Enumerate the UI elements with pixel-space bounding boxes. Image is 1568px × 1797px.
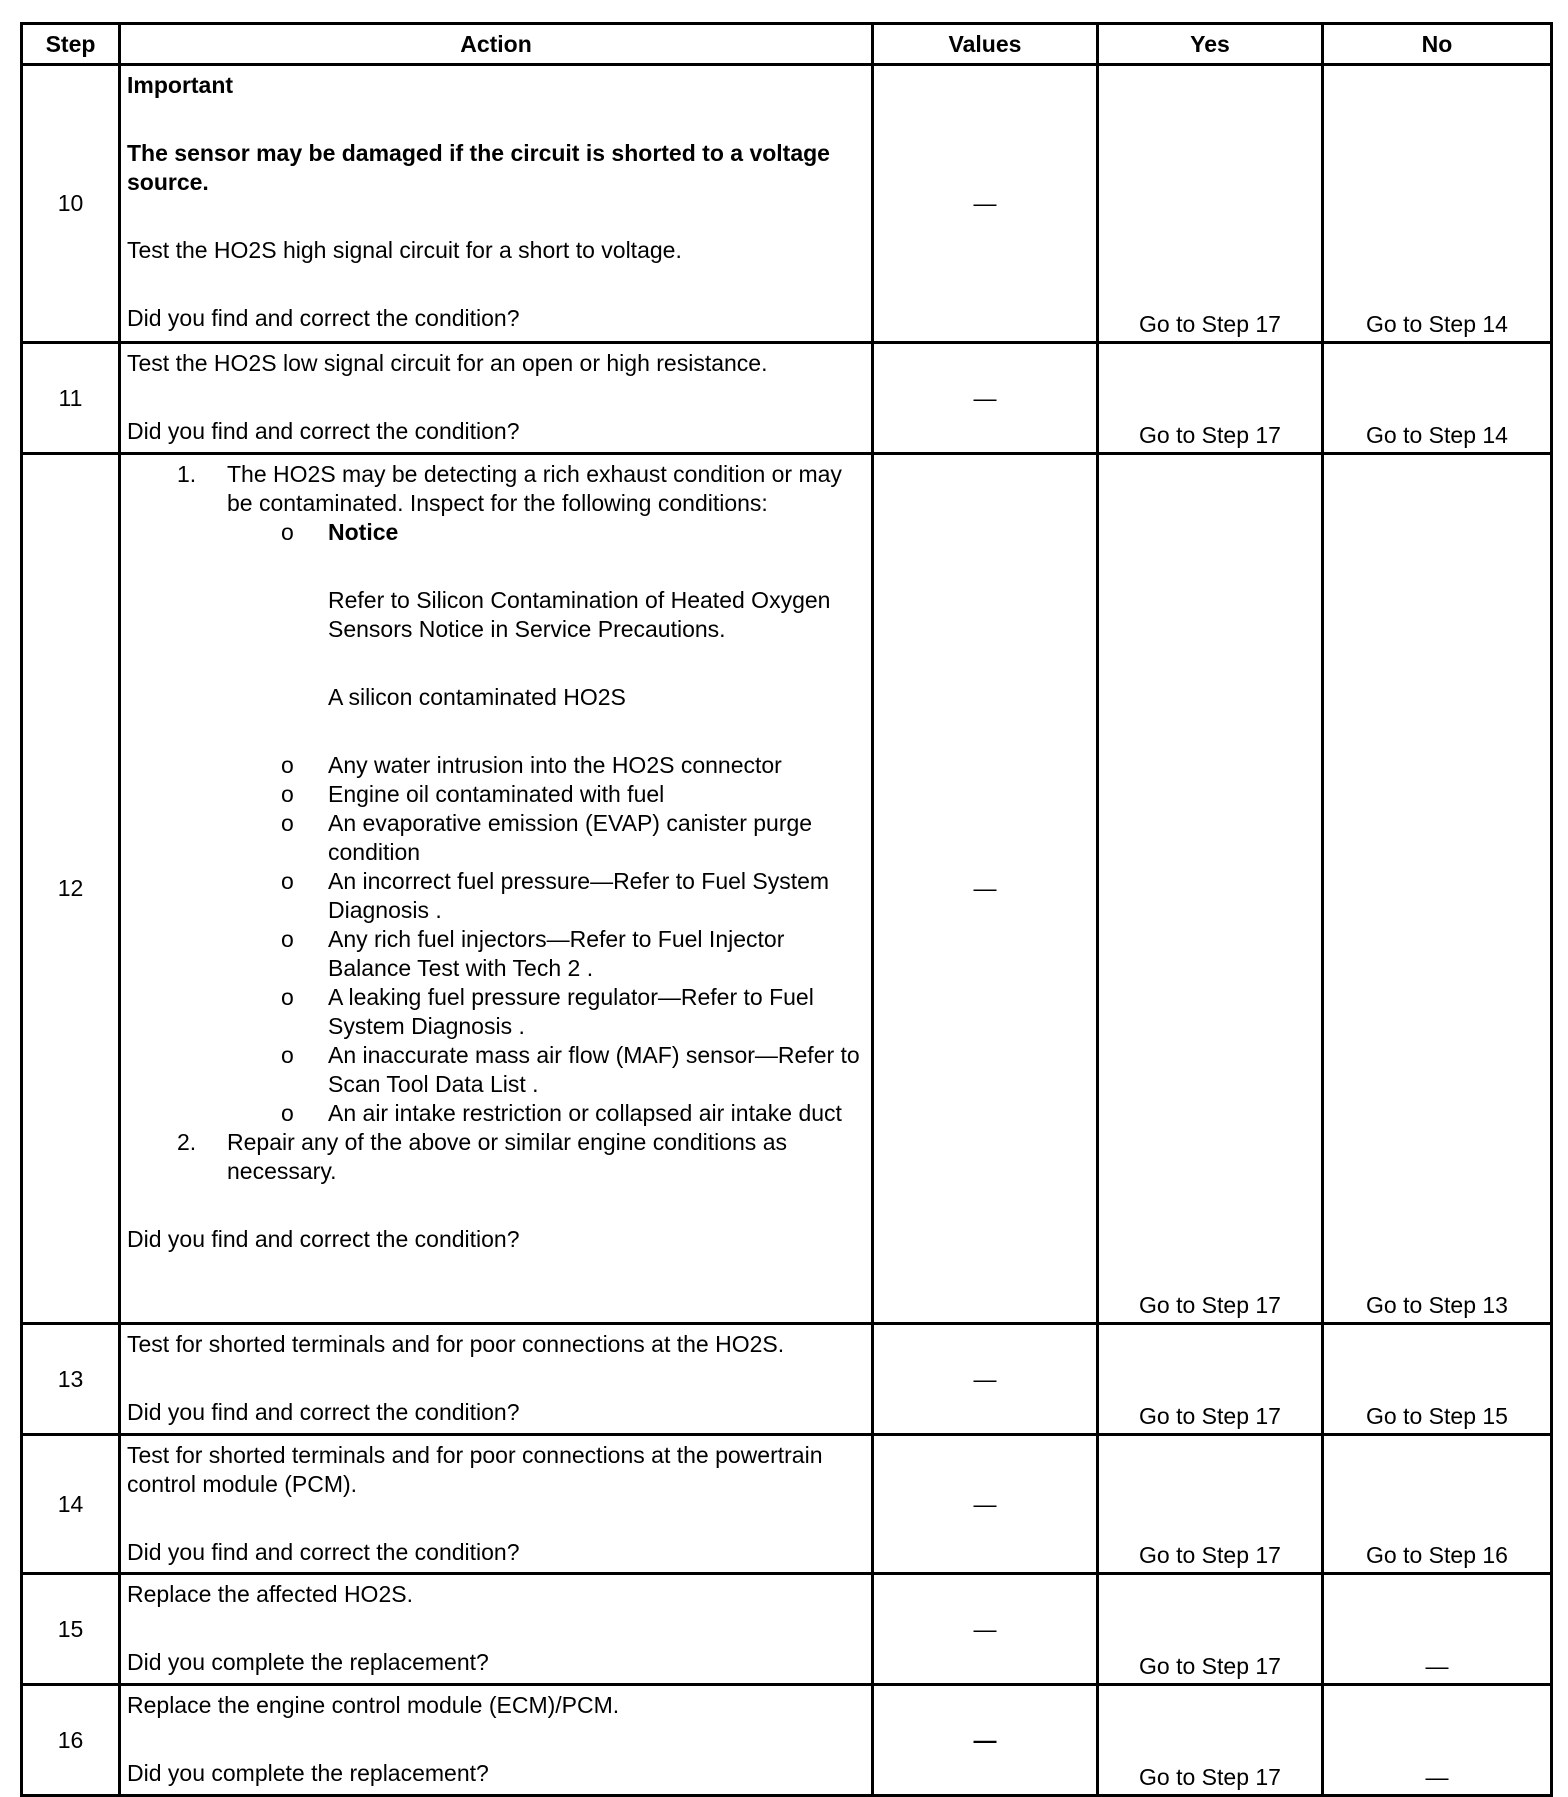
action-text: Test the HO2S high signal circuit for a short to voltage. (127, 237, 682, 263)
bullet-icon: o (281, 926, 294, 952)
action-cell (120, 65, 873, 343)
values-cell: — (873, 1324, 1098, 1435)
table-row (22, 1574, 1552, 1685)
bullet-icon: o (281, 519, 294, 545)
bullet-icon: o (281, 752, 294, 778)
notice-item: A silicon contaminated HO2S (328, 684, 626, 710)
list-item (127, 1128, 863, 1186)
action-text: Replace the affected HO2S. (127, 1581, 413, 1607)
action-text: Test for shorted terminals and for poor connections at the powertrain control module (PCM). (127, 1442, 823, 1497)
values-cell: — (873, 454, 1098, 1324)
action-text: Test the HO2S low signal circuit for an open or high resistance. (127, 350, 768, 376)
action-cell (120, 343, 873, 454)
no-cell: Go to Step 16 (1323, 1435, 1552, 1574)
bullet-icon: o (281, 984, 294, 1010)
list-item (127, 1099, 863, 1128)
list-item (127, 1041, 863, 1099)
list-item-text: The HO2S may be detecting a rich exhaust condition or may be contaminated. Inspect for the following conditions: (227, 461, 842, 516)
list-item (127, 780, 863, 809)
list-number: 2. (177, 1129, 197, 1155)
values-cell: — (873, 1435, 1098, 1574)
question-text: Did you complete the replacement? (127, 1760, 489, 1786)
question-text: Did you find and correct the condition? (127, 305, 520, 331)
yes-cell: Go to Step 17 (1098, 1435, 1323, 1574)
list-item (127, 518, 863, 547)
list-number: 1. (177, 461, 197, 487)
question-text: Did you complete the replacement? (127, 1649, 489, 1675)
step-number: 16 (22, 1685, 120, 1796)
important-text: The sensor may be damaged if the circuit is shorted to a voltage source. (127, 140, 830, 195)
values-cell: — (873, 343, 1098, 454)
table-row (22, 1324, 1552, 1435)
header-action: Action (120, 24, 873, 65)
list-item-text: An air intake restriction or collapsed air intake duct (328, 1100, 842, 1126)
question-text: Did you find and correct the condition? (127, 1539, 520, 1565)
step-number: 13 (22, 1324, 120, 1435)
question-text: Did you find and correct the condition? (127, 1226, 520, 1252)
values-cell: — (873, 1685, 1098, 1796)
no-cell: Go to Step 15 (1323, 1324, 1552, 1435)
step-number: 15 (22, 1574, 120, 1685)
bullet-icon: o (281, 810, 294, 836)
header-yes: Yes (1098, 24, 1323, 65)
action-cell (120, 1685, 873, 1796)
header-no: No (1323, 24, 1552, 65)
no-cell: — (1323, 1574, 1552, 1685)
bullet-icon: o (281, 1042, 294, 1068)
list-item-text: An inaccurate mass air flow (MAF) sensor—Refer to Scan Tool Data List . (328, 1042, 860, 1097)
bullet-icon: o (281, 1100, 294, 1126)
action-text: Test for shorted terminals and for poor connections at the HO2S. (127, 1331, 785, 1357)
bullet-icon: o (281, 781, 294, 807)
no-cell: Go to Step 14 (1323, 65, 1552, 343)
notice-label: Notice (328, 519, 399, 545)
step-number: 11 (22, 343, 120, 454)
table-row (22, 1435, 1552, 1574)
action-cell (120, 454, 873, 1324)
list-item (127, 809, 863, 867)
yes-cell: Go to Step 17 (1098, 1324, 1323, 1435)
list-item-text: Any water intrusion into the HO2S connector (328, 752, 782, 778)
question-text: Did you find and correct the condition? (127, 1399, 520, 1425)
step-number: 10 (22, 65, 120, 343)
list-item-text: An evaporative emission (EVAP) canister purge condition (328, 810, 813, 865)
yes-cell: Go to Step 17 (1098, 65, 1323, 343)
yes-cell: Go to Step 17 (1098, 1574, 1323, 1685)
list-item-text: A leaking fuel pressure regulator—Refer to Fuel System Diagnosis . (328, 984, 814, 1039)
table-row (22, 343, 1552, 454)
action-text: Replace the engine control module (ECM)/PCM. (127, 1692, 620, 1718)
no-cell: — (1323, 1685, 1552, 1796)
header-row (22, 24, 1552, 65)
yes-cell: Go to Step 17 (1098, 454, 1323, 1324)
header-step: Step (22, 24, 120, 65)
header-values: Values (873, 24, 1098, 65)
action-cell (120, 1574, 873, 1685)
list-item (127, 983, 863, 1041)
list-item-text: Any rich fuel injectors—Refer to Fuel Injector Balance Test with Tech 2 . (328, 926, 785, 981)
table-row (22, 1685, 1552, 1796)
bullet-icon: o (281, 868, 294, 894)
no-cell: Go to Step 14 (1323, 343, 1552, 454)
question-text: Did you find and correct the condition? (127, 418, 520, 444)
table-row (22, 65, 1552, 343)
list-item-text: Engine oil contaminated with fuel (328, 781, 665, 807)
table-row (22, 454, 1552, 1324)
list-item (127, 867, 863, 925)
list-item (127, 460, 863, 518)
list-item (127, 925, 863, 983)
step-number: 12 (22, 454, 120, 1324)
notice-text: Refer to Silicon Contamination of Heated Oxygen Sensors Notice in Service Precautions. (328, 587, 831, 642)
yes-cell: Go to Step 17 (1098, 343, 1323, 454)
important-label: Important (127, 72, 234, 98)
list-item-text: Repair any of the above or similar engine conditions as necessary. (227, 1129, 787, 1184)
list-item (127, 751, 863, 780)
values-cell: — (873, 1574, 1098, 1685)
list-item-text: An incorrect fuel pressure—Refer to Fuel System Diagnosis . (328, 868, 830, 923)
action-cell (120, 1435, 873, 1574)
condition-list (127, 751, 863, 1128)
yes-cell: Go to Step 17 (1098, 1685, 1323, 1796)
step-number: 14 (22, 1435, 120, 1574)
diagnostic-table (20, 22, 1553, 1797)
values-cell: — (873, 65, 1098, 343)
action-cell (120, 1324, 873, 1435)
no-cell: Go to Step 13 (1323, 454, 1552, 1324)
